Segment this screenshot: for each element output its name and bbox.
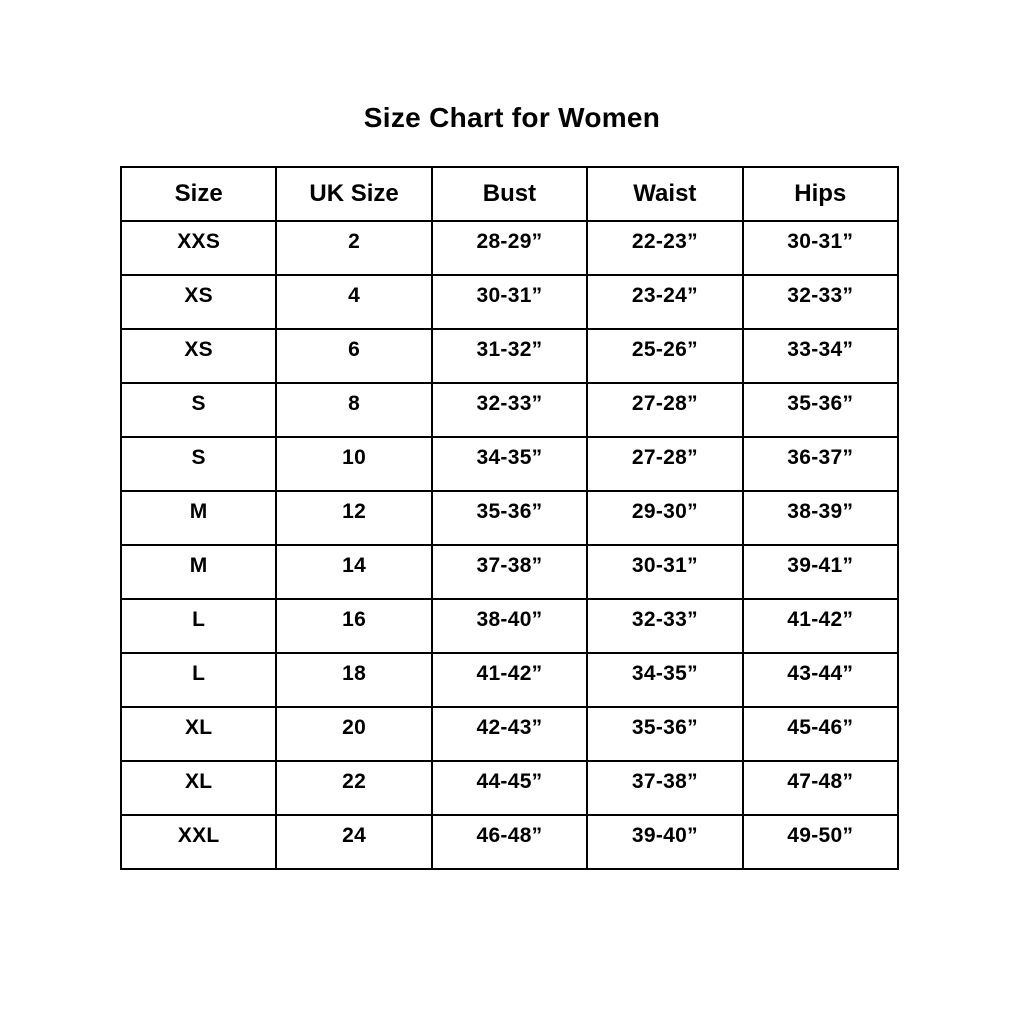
table-cell-text: 27-28”	[631, 446, 698, 469]
table-cell	[432, 221, 587, 275]
table-cell	[587, 491, 742, 545]
table-cell	[743, 221, 898, 275]
table-cell	[587, 221, 742, 275]
table-cell-text: 44-45”	[476, 770, 543, 793]
table-cell-text: M	[189, 500, 208, 523]
table-cell-text: XS	[184, 284, 213, 307]
table-cell-text: 36-37”	[787, 446, 854, 469]
table-cell	[276, 491, 431, 545]
table-cell-text: 6	[348, 338, 361, 361]
table-cell	[432, 761, 587, 815]
table-row	[121, 599, 898, 653]
table-cell	[587, 383, 742, 437]
table-cell-text: 37-38”	[476, 554, 543, 577]
table-row	[121, 707, 898, 761]
table-cell-text: 43-44”	[787, 662, 854, 685]
table-cell	[432, 437, 587, 491]
table-cell	[743, 437, 898, 491]
table-cell	[276, 599, 431, 653]
table-cell-text: XXL	[177, 824, 220, 847]
table-cell-text: 24	[342, 824, 367, 847]
table-cell	[743, 815, 898, 869]
table-cell-text: XL	[184, 770, 213, 793]
table-cell	[276, 275, 431, 329]
table-cell-text: 30-31”	[787, 230, 854, 253]
table-cell	[276, 761, 431, 815]
table-cell-text: XXS	[177, 230, 221, 253]
table-cell-text: 38-40”	[476, 608, 543, 631]
table-cell-text: 47-48”	[787, 770, 854, 793]
table-cell-text: L	[192, 608, 206, 631]
table-cell	[743, 599, 898, 653]
column-header-size: Size	[121, 167, 276, 221]
table-cell	[276, 329, 431, 383]
table-cell	[743, 275, 898, 329]
table-cell	[743, 653, 898, 707]
column-header-uk-size: UK Size	[276, 167, 431, 221]
table-cell-text: 37-38”	[631, 770, 698, 793]
table-cell	[743, 707, 898, 761]
table-cell	[276, 437, 431, 491]
table-row	[121, 275, 898, 329]
table-cell	[432, 329, 587, 383]
table-row	[121, 653, 898, 707]
table-row	[121, 437, 898, 491]
column-header-waist: Waist	[587, 167, 742, 221]
table-row	[121, 383, 898, 437]
table-cell	[121, 491, 276, 545]
table-cell-text: 41-42”	[476, 662, 543, 685]
table-cell	[121, 653, 276, 707]
table-cell	[276, 383, 431, 437]
table-cell-text: S	[191, 392, 206, 415]
table-cell-text: 2	[348, 230, 361, 253]
table-cell-text: 30-31”	[476, 284, 543, 307]
table-cell-text: 34-35”	[476, 446, 543, 469]
table-cell	[432, 545, 587, 599]
table-cell	[121, 815, 276, 869]
table-cell-text: 35-36”	[476, 500, 543, 523]
table-header	[121, 167, 898, 221]
table-cell	[276, 653, 431, 707]
table-cell	[121, 437, 276, 491]
table-cell-text: 35-36”	[787, 392, 854, 415]
table-cell	[121, 329, 276, 383]
table-cell-text: L	[192, 662, 206, 685]
column-header-hips: Hips	[743, 167, 898, 221]
table-cell-text: 31-32”	[476, 338, 543, 361]
table-cell-text: 39-40”	[631, 824, 698, 847]
table-cell	[743, 491, 898, 545]
table-row	[121, 221, 898, 275]
table-cell	[276, 815, 431, 869]
table-cell	[432, 707, 587, 761]
page-title: Size Chart for Women	[363, 102, 661, 133]
table-cell-text: 14	[342, 554, 367, 577]
table-cell-text: 22-23”	[631, 230, 698, 253]
table-cell	[432, 275, 587, 329]
table-cell	[432, 599, 587, 653]
table-cell	[121, 545, 276, 599]
column-header-bust: Bust	[432, 167, 587, 221]
table-cell-text: XS	[184, 338, 213, 361]
table-row	[121, 491, 898, 545]
table-cell-text: 4	[348, 284, 361, 307]
table-cell	[743, 761, 898, 815]
table-cell-text: 38-39”	[787, 500, 854, 523]
table-row	[121, 545, 898, 599]
table-cell-text: 20	[342, 716, 367, 739]
table-cell	[121, 275, 276, 329]
table-cell	[743, 383, 898, 437]
table-cell	[743, 329, 898, 383]
table-cell	[121, 599, 276, 653]
table-cell	[432, 653, 587, 707]
table-cell	[587, 329, 742, 383]
table-cell-text: 32-33”	[787, 284, 854, 307]
table-cell-text: XL	[184, 716, 213, 739]
table-cell-text: 41-42”	[787, 608, 854, 631]
table-cell	[276, 707, 431, 761]
table-cell	[121, 761, 276, 815]
table-cell-text: 12	[342, 500, 367, 523]
table-cell	[587, 275, 742, 329]
table-cell-text: 18	[342, 662, 367, 685]
table-cell	[587, 761, 742, 815]
table-cell-text: 25-26”	[631, 338, 698, 361]
table-cell-text: 23-24”	[631, 284, 698, 307]
table-header-row	[121, 167, 898, 221]
table-cell-text: 49-50”	[787, 824, 854, 847]
table-cell	[587, 437, 742, 491]
table-cell	[121, 707, 276, 761]
table-cell-text: M	[189, 554, 208, 577]
table-cell-text: 28-29”	[476, 230, 543, 253]
size-chart-table	[120, 166, 899, 870]
table-cell	[587, 707, 742, 761]
table-cell-text: 33-34”	[787, 338, 854, 361]
table-cell-text: 35-36”	[631, 716, 698, 739]
table-cell-text: S	[191, 446, 206, 469]
table-cell-text: 8	[348, 392, 361, 415]
table-body	[121, 221, 898, 869]
table-cell-text: 22	[342, 770, 367, 793]
table-row	[121, 761, 898, 815]
table-cell	[743, 545, 898, 599]
table-cell-text: 30-31”	[631, 554, 698, 577]
table-cell	[121, 221, 276, 275]
table-cell	[587, 653, 742, 707]
table-cell	[276, 221, 431, 275]
table-cell	[276, 545, 431, 599]
table-cell-text: 29-30”	[631, 500, 698, 523]
table-cell-text: 32-33”	[631, 608, 698, 631]
table-cell	[587, 815, 742, 869]
table-cell-text: 34-35”	[631, 662, 698, 685]
table-cell	[432, 815, 587, 869]
table-cell-text: 45-46”	[787, 716, 854, 739]
table-cell	[432, 383, 587, 437]
table-cell	[587, 545, 742, 599]
table-row	[121, 815, 898, 869]
table-cell-text: 39-41”	[787, 554, 854, 577]
table-row	[121, 329, 898, 383]
table-cell-text: 42-43”	[476, 716, 543, 739]
table-cell	[587, 599, 742, 653]
table-cell	[121, 383, 276, 437]
table-cell-text: 46-48”	[476, 824, 543, 847]
table-cell-text: 10	[342, 446, 367, 469]
table-cell	[432, 491, 587, 545]
table-cell-text: 27-28”	[631, 392, 698, 415]
table-cell-text: 16	[342, 608, 367, 631]
table-cell-text: 32-33”	[476, 392, 543, 415]
